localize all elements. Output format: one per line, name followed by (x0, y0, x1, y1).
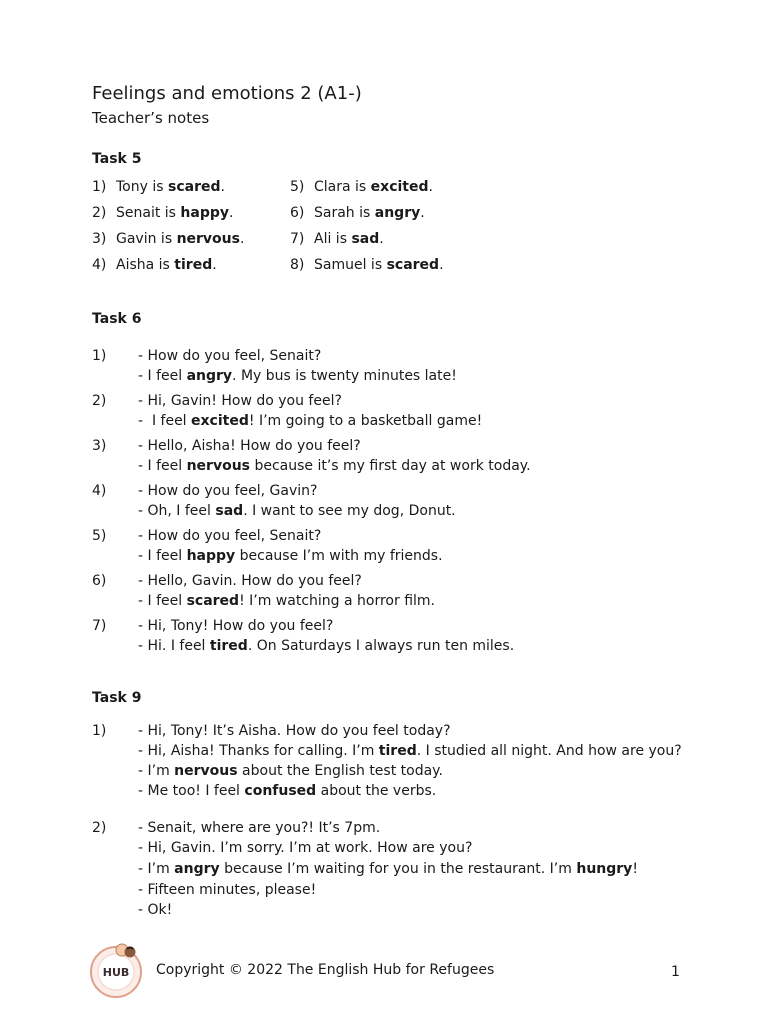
english-hub-logo (88, 936, 152, 1000)
line-text: . I want to see my dog, Donut. (243, 503, 456, 519)
answer-word: nervous (174, 763, 238, 779)
line-text: - How do you feel, Senait? (138, 348, 322, 364)
line-text: - How do you feel, Gavin? (138, 483, 318, 499)
answer-word: tired (378, 743, 417, 759)
dialogue-line (138, 411, 482, 431)
line-text: - I feel (138, 458, 187, 474)
punctuation: . (212, 257, 217, 273)
dialogue-line (138, 571, 362, 591)
task5-item (92, 230, 244, 248)
item-text: Samuel is (314, 257, 387, 273)
line-text: ! (632, 861, 638, 877)
dialogue-number: 6) (92, 573, 107, 589)
item-number: 1) (92, 179, 107, 195)
dialogue-number: 7) (92, 618, 107, 634)
dialogue-line (138, 591, 435, 611)
dialogue-line (138, 526, 321, 546)
dialogue-number: 2) (92, 820, 107, 836)
dialogue-line (138, 838, 472, 858)
task5-item (290, 256, 444, 274)
dialogue-line (138, 391, 342, 411)
line-text: . I studied all night. And how are you? (416, 743, 682, 759)
line-text: - I feel (138, 413, 192, 429)
line-text: - Ok! (138, 902, 173, 918)
line-text: - How do you feel, Senait? (138, 528, 322, 544)
punctuation: . (229, 205, 234, 221)
item-number: 6) (290, 205, 305, 221)
answer-word: sad (215, 503, 244, 519)
answer-word: tired (174, 257, 213, 273)
page-number: 1 (671, 964, 680, 980)
task6-heading: Task 6 (92, 311, 142, 327)
line-text: . My bus is twenty minutes late! (232, 368, 457, 384)
item-text: Sarah is (314, 205, 375, 221)
dialogue-line (138, 436, 361, 456)
punctuation: . (428, 179, 433, 195)
dialogue-line (138, 761, 443, 781)
item-number: 3) (92, 231, 107, 247)
task5-item (92, 256, 217, 274)
answer-word: angry (186, 368, 233, 384)
answer-word: nervous (186, 458, 250, 474)
line-text: - Me too! I feel (138, 783, 245, 799)
answer-word: scared (186, 593, 240, 609)
dialogue-line (138, 741, 682, 761)
dialogue-line (138, 366, 457, 386)
task9-heading: Task 9 (92, 690, 142, 706)
document-subtitle: Teacher’s notes (92, 109, 210, 127)
line-text: - I’m (138, 861, 175, 877)
dialogue-line (138, 616, 333, 636)
dialogue-number: 3) (92, 438, 107, 454)
line-text: - Hi, Tony! How do you feel? (138, 618, 334, 634)
item-text: Senait is (116, 205, 181, 221)
line-text: - Hello, Aisha! How do you feel? (138, 438, 361, 454)
dialogue-number: 5) (92, 528, 107, 544)
answer-word: nervous (176, 231, 240, 247)
answer-word: sad (351, 231, 380, 247)
item-text: Aisha is (116, 257, 175, 273)
punctuation: . (220, 179, 225, 195)
dialogue-line (138, 501, 456, 521)
item-text: Clara is (314, 179, 371, 195)
dialogue-number: 1) (92, 723, 107, 739)
punctuation: . (420, 205, 425, 221)
dialogue-number: 2) (92, 393, 107, 409)
dialogue-number: 1) (92, 348, 107, 364)
line-text: ! I’m going to a basketball game! (248, 413, 483, 429)
line-text: - Hi, Tony! It’s Aisha. How do you feel today? (138, 723, 451, 739)
answer-word: confused (244, 783, 317, 799)
answer-word: angry (174, 861, 220, 877)
answer-word: angry (374, 205, 421, 221)
line-text: because I’m waiting for you in the restaurant. I’m (219, 861, 577, 877)
logo-graphic (88, 936, 152, 1000)
answer-word: scared (167, 179, 221, 195)
dialogue-line (138, 456, 531, 476)
line-text: . On Saturdays I always run ten miles. (247, 638, 515, 654)
answer-word: excited (370, 179, 429, 195)
item-text: Ali is (314, 231, 352, 247)
dialogue-line (138, 346, 321, 366)
answer-word: happy (186, 548, 236, 564)
task5-heading: Task 5 (92, 151, 142, 167)
punctuation: . (439, 257, 444, 273)
line-text: - I feel (138, 368, 187, 384)
line-text: - I’m (138, 763, 175, 779)
line-text: - Oh, I feel (138, 503, 216, 519)
dialogue-line (138, 900, 172, 920)
line-text: - Hi, Gavin. I’m sorry. I’m at work. How are you? (138, 840, 473, 856)
item-number: 4) (92, 257, 107, 273)
answer-word: excited (191, 413, 249, 429)
line-text: - Hi, Aisha! Thanks for calling. I’m (138, 743, 379, 759)
line-text: because I’m with my friends. (235, 548, 443, 564)
line-text: about the English test today. (237, 763, 443, 779)
item-number: 7) (290, 231, 305, 247)
line-text: - Hi, Gavin! How do you feel? (138, 393, 342, 409)
line-text: - I feel (138, 548, 187, 564)
dialogue-line (138, 721, 451, 741)
task5-item (92, 204, 233, 222)
task5-item (290, 204, 425, 222)
document-title: Feelings and emotions 2 (A1-) (92, 83, 362, 104)
item-number: 2) (92, 205, 107, 221)
punctuation: . (239, 231, 245, 247)
dialogue-line (138, 818, 380, 838)
dialogue-line (138, 481, 317, 501)
copyright-text: Copyright © 2022 The English Hub for Refugees (156, 962, 495, 978)
line-text: - I feel (138, 593, 187, 609)
dialogue-line (138, 880, 316, 900)
line-text: - Hello, Gavin. How do you feel? (138, 573, 362, 589)
answer-word: happy (180, 205, 230, 221)
answer-word: scared (386, 257, 440, 273)
logo-text: HUB (102, 966, 130, 979)
dialogue-line (138, 781, 436, 801)
line-text: - Senait, where are you?! It’s 7pm. (138, 820, 381, 836)
dialogue-line (138, 636, 514, 656)
dialogue-line (138, 546, 443, 566)
item-text: Gavin is (116, 231, 177, 247)
line-text: - Fifteen minutes, please! (138, 882, 317, 898)
answer-word: tired (209, 638, 248, 654)
punctuation: . (379, 231, 384, 247)
task5-item (290, 230, 384, 248)
item-number: 5) (290, 179, 305, 195)
line-text: - Hi. I feel (138, 638, 210, 654)
task5-item (290, 178, 433, 196)
line-text: about the verbs. (316, 783, 437, 799)
dialogue-number: 4) (92, 483, 107, 499)
item-text: Tony is (116, 179, 168, 195)
item-number: 8) (290, 257, 305, 273)
task5-item (92, 178, 225, 196)
line-text: because it’s my first day at work today. (250, 458, 531, 474)
dialogue-line (138, 859, 638, 879)
answer-word: hungry (576, 861, 633, 877)
line-text: ! I’m watching a horror film. (239, 593, 435, 609)
